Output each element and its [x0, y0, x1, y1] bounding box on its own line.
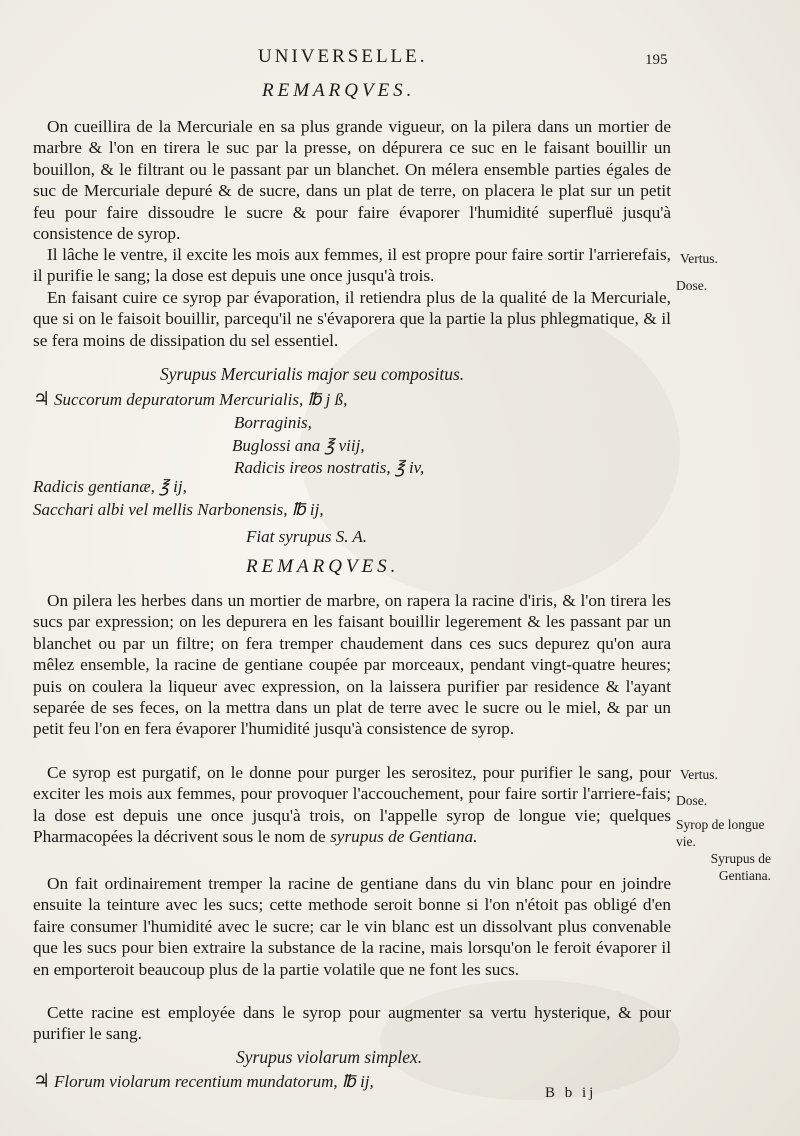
- paragraph: [33, 116, 671, 244]
- paragraph: [33, 590, 671, 740]
- paragraph-text: Cette racine est employée dans le syrop pour augmenter sa vertu hysterique, & pour purifier le sang.: [33, 1003, 671, 1044]
- recipe-line-text: Succorum depuratorum Mercurialis, ℔ j ß,: [54, 390, 348, 409]
- paragraph: [33, 762, 671, 848]
- paragraph-text: [33, 762, 671, 848]
- margin-note-dose: Dose.: [676, 278, 708, 293]
- recipe-line-text: Florum violarum recentium mundatorum, ℔ ij,: [54, 1072, 374, 1091]
- paragraph: [33, 287, 671, 351]
- margin-note-syrupus-gentiana: Syrupus de Gentiana.: [710, 851, 771, 883]
- recipe-line: Radicis ireos nostratis, ℥ iv,: [234, 458, 425, 477]
- paragraph-text: On pilera les herbes dans un mortier de marbre, on rapera la racine d'iris, & l'on tirera les sucs par expression; on les depurera en les faisant bouillir legerement & les passant par un blanchet ou par un filtre; on fera tremper chaudement dans ces sucs depurez qu'on aura mêlez ensemble, la racine de gentiane coupée par morceaux, pendant vingt-quatre heures; puis on coulera la liqueur avec expression, on la laissera purifier par residence & l'ayant separée de ses feces, on la mettra dans un plat de terre avec le sucre ou le miel, & par un petit feu l'on en fera évaporer l'humidité jusqu'à consistence de syrop.: [33, 591, 671, 739]
- recipe-line: Sacchari albi vel mellis Narbonensis, ℔ ij,: [33, 500, 324, 519]
- running-head: UNIVERSELLE.: [258, 46, 428, 67]
- page-number: 195: [645, 52, 668, 68]
- margin-note-vertus: Vertus.: [680, 251, 718, 266]
- recipe-line: Borraginis,: [234, 413, 312, 432]
- recipe-line: Buglossi ana ℥ viij,: [232, 436, 365, 455]
- recipe-line: [33, 1070, 374, 1093]
- remarks-heading: REMARQVES.: [262, 80, 416, 101]
- margin-note-vertus: Vertus.: [680, 767, 718, 782]
- margin-note-syrop-longue-vie: Syrop de longue vie.: [676, 817, 765, 849]
- recipe-title: Syrupus Mercurialis major seu compositus.: [160, 364, 465, 384]
- paragraph-text-italic: syrupus de Gentiana.: [330, 827, 478, 847]
- paragraph: [33, 1002, 671, 1045]
- catchword-signature: B b ij: [545, 1085, 597, 1101]
- recipe-title: Syrupus violarum simplex.: [236, 1047, 423, 1067]
- margin-note-dose: Dose.: [676, 793, 708, 808]
- paragraph: [33, 244, 671, 287]
- recipe-line: [33, 388, 347, 411]
- paragraph: [33, 873, 671, 980]
- recipe-line: Fiat syrupus S. A.: [246, 527, 368, 546]
- paragraph-text-roman: Ce syrop est purgatif, on le donne pour purger les serositez, pour purifier le sang, pour exciter les mois aux femmes, pour provoquer l'accouchement, pour faire sortir l'arriere-fais; la dose est depuis une once jusqu'à trois, on l'appelle syrop de longue vie; quelques Pharmacopées la décrivent sous le nom de: [33, 763, 671, 847]
- recipe-line: Radicis gentianæ, ℥ ij,: [33, 477, 187, 496]
- remarks-heading: REMARQVES.: [246, 556, 400, 577]
- paragraph-text: Il lâche le ventre, il excite les mois aux femmes, il est propre pour faire sortir l'arrierefais, il purifie le sang; la dose est depuis une once jusqu'à trois.: [33, 245, 671, 286]
- paragraph-text: En faisant cuire ce syrop par évaporation, il retiendra plus de la qualité de la Mercuriale, que si on le faisoit bouillir, parcequ'il ne s'évaporera que la partie la plus phlegmatique, & il se fera moins de dissipation du sel essentiel.: [33, 288, 671, 350]
- paragraph-text: On fait ordinairement tremper la racine de gentiane dans du vin blanc pour en joindre ensuite la teinture avec les sucs; cette methode seroit bonne si l'on n'étoit pas obligé d'en faire consumer l'humidité avec le sucre; car le vin blanc est un dissolvant plus convenable que les sucs pour bien extraire la substance de la racine, mais lorsqu'on le feroit évaporer il en emporteroit beaucoup plus de la partie volatile que ne font les sucs.: [33, 874, 671, 979]
- paragraph-text: On cueillira de la Mercuriale en sa plus grande vigueur, on la pilera dans un mortier de marbre & l'on en tirera le suc par la presse, on dépurera ce suc en le faisant bouillir un bouillon, & le filtrant ou le passant par un blanchet. On mélera ensemble parties égales de suc de Mercuriale depuré & de sucre, dans un plat de terre, on placera le plat sur un petit feu pour faire dissoudre le sucre & pour faire évaporer l'humidité superfluë jusqu'à consistence de syrop.: [33, 117, 671, 244]
- recipe-symbol: ♃: [33, 389, 51, 410]
- recipe-symbol: ♃: [33, 1071, 51, 1092]
